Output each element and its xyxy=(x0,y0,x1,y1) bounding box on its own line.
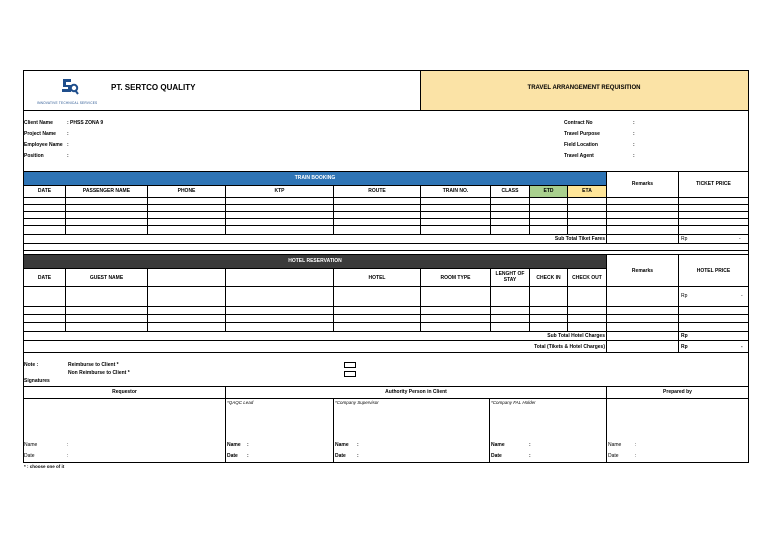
train-col-eta: ETA xyxy=(582,188,592,194)
note-label: Note : xyxy=(24,362,39,368)
footnote: * : choose one of it xyxy=(24,464,65,469)
hotel-subtotal-currency: Rp xyxy=(681,333,688,339)
rule xyxy=(23,197,749,198)
company-name: PT. SERTCO QUALITY xyxy=(111,83,196,92)
hotel-reservation-bar: HOTEL RESERVATION xyxy=(24,255,606,268)
reimburse-option-label: Reimburse to Client * xyxy=(68,362,119,368)
train-subtotal-value[interactable]: - xyxy=(739,236,741,242)
fal-date-label: Date xyxy=(491,453,502,459)
hotel-col-remarks: Remarks xyxy=(631,268,654,274)
total-value[interactable]: - xyxy=(741,344,743,350)
rule xyxy=(225,386,226,462)
prepared-name-colon[interactable]: : xyxy=(635,442,637,448)
position-label: Position xyxy=(24,153,44,159)
rule xyxy=(23,340,749,341)
logo-tagline: INNOVATIVE TECHNICAL SERVICES xyxy=(37,101,98,105)
rule xyxy=(23,386,749,387)
hotel-col-check-in: CHECK IN xyxy=(536,275,561,281)
qaqc-date-colon[interactable]: : xyxy=(247,453,249,459)
signatures-label: Signatures xyxy=(24,378,50,384)
field-location-value[interactable]: : xyxy=(633,142,635,148)
hotel-col-guest-name: GUEST NAME xyxy=(89,275,124,281)
rule xyxy=(23,211,749,212)
total-currency: Rp xyxy=(681,344,688,350)
hotel-col-hotel: HOTEL xyxy=(368,275,386,281)
train-col-ktp: KTP xyxy=(274,188,285,194)
rule xyxy=(748,70,749,463)
train-booking-bar: TRAIN BOOKING xyxy=(24,172,606,185)
client-name-value[interactable]: : PHSS ZONA 9 xyxy=(67,120,104,126)
field-location-label: Field Location xyxy=(564,142,598,148)
position-value[interactable]: : xyxy=(67,153,69,159)
rule xyxy=(23,218,749,219)
train-subtotal-label: Sub Total Tiket Fares xyxy=(554,236,605,242)
contract-no-label: Contract No xyxy=(564,120,593,126)
rule xyxy=(23,234,749,235)
rule xyxy=(23,185,606,186)
fal-date-colon[interactable]: : xyxy=(529,453,531,459)
rule xyxy=(23,204,749,205)
requestor-date-label: Date xyxy=(24,453,35,459)
requestor-name-label: Name xyxy=(24,442,38,448)
train-col-train-no: TRAIN NO. xyxy=(442,188,469,194)
reimburse-checkbox[interactable] xyxy=(344,362,356,368)
hotel-row-currency: Rp xyxy=(681,293,688,299)
supervisor-date-colon[interactable]: : xyxy=(357,453,359,459)
train-col-etd: ETD xyxy=(543,188,554,194)
rule xyxy=(23,322,749,323)
travel-agent-value[interactable]: : xyxy=(633,153,635,159)
rule xyxy=(333,398,334,462)
rule xyxy=(606,386,607,462)
prepared-name-label: Name xyxy=(608,442,622,448)
hotel-col-check-out: CHECK OUT xyxy=(572,275,602,281)
rule xyxy=(23,110,749,111)
train-col-class: CLASS xyxy=(501,188,519,194)
qaqc-name-label: Name xyxy=(227,442,241,448)
rule xyxy=(23,268,606,269)
hotel-subtotal-label: Sub Total Hotel Charges xyxy=(547,333,605,339)
employee-name-label: Employee Name xyxy=(24,142,63,148)
rule xyxy=(23,243,749,244)
rule xyxy=(23,462,749,463)
requestor-name-colon[interactable]: : xyxy=(67,442,69,448)
authority-header: Authority Person in Client xyxy=(385,389,447,395)
hotel-col-date: DATE xyxy=(37,275,52,281)
non-reimburse-checkbox[interactable] xyxy=(344,371,356,377)
hotel-col-hotel-price: HOTEL PRICE xyxy=(696,268,731,274)
train-col-phone: PHONE xyxy=(177,188,196,194)
supervisor-name-colon[interactable]: : xyxy=(357,442,359,448)
travel-purpose-value[interactable]: : xyxy=(633,131,635,137)
train-col-route: ROUTE xyxy=(368,188,386,194)
rule xyxy=(23,286,749,287)
project-name-value[interactable]: : xyxy=(67,131,69,137)
company-fal-holder-label: *Company FAL Holder xyxy=(491,400,536,405)
qaqc-lead-label: *QAQC Lead xyxy=(227,400,254,405)
supervisor-date-label: Date xyxy=(335,453,346,459)
rule xyxy=(23,398,749,399)
travel-agent-label: Travel Agent xyxy=(564,153,594,159)
qaqc-name-colon[interactable]: : xyxy=(247,442,249,448)
rule xyxy=(23,254,749,255)
total-label: Total (Tikets & Hotel Charges) xyxy=(534,344,605,350)
train-col-date: DATE xyxy=(37,188,52,194)
train-subtotal-currency: Rp xyxy=(681,236,688,242)
rule xyxy=(23,331,749,332)
company-supervisor-label: *Company Supervisor xyxy=(335,400,379,405)
hotel-row-value[interactable]: - xyxy=(741,293,743,299)
hotel-col-room-type: ROOM TYPE xyxy=(440,275,471,281)
qaqc-date-label: Date xyxy=(227,453,238,459)
train-col-ticket-price: TICKET PRICE xyxy=(696,181,731,187)
rule xyxy=(23,225,749,226)
rule xyxy=(23,314,749,315)
project-name-label: Project Name xyxy=(24,131,56,137)
rule xyxy=(225,268,226,331)
prepared-date-colon[interactable]: : xyxy=(635,453,637,459)
travel-purpose-label: Travel Purpose xyxy=(564,131,600,137)
company-logo-icon xyxy=(59,76,79,96)
rule xyxy=(147,268,148,331)
requestor-header: Requestor xyxy=(112,389,137,395)
fal-name-colon[interactable]: : xyxy=(529,442,531,448)
rule xyxy=(23,352,749,353)
prepared-by-header: Prepared by xyxy=(663,389,692,395)
non-reimburse-option-label: Non Reimburse to Client * xyxy=(68,370,130,376)
supervisor-name-label: Name xyxy=(335,442,349,448)
train-col-passenger-name: PASSENGER NAME xyxy=(82,188,131,194)
rule xyxy=(489,398,490,462)
form-title: TRAVEL ARRANGEMENT REQUISITION xyxy=(527,85,641,91)
fal-name-label: Name xyxy=(491,442,505,448)
client-name-label: Client Name xyxy=(24,120,53,126)
rule xyxy=(23,171,749,172)
hotel-col-length-of-stay: LENGHT OF STAY xyxy=(495,271,525,283)
requisition-form xyxy=(23,70,749,463)
employee-name-value[interactable]: : xyxy=(67,142,69,148)
rule xyxy=(23,306,749,307)
train-col-remarks: Remarks xyxy=(631,181,654,187)
contract-no-value[interactable]: : xyxy=(633,120,635,126)
prepared-date-label: Date xyxy=(608,453,619,459)
requestor-date-colon[interactable]: : xyxy=(67,453,69,459)
rule xyxy=(23,250,749,251)
